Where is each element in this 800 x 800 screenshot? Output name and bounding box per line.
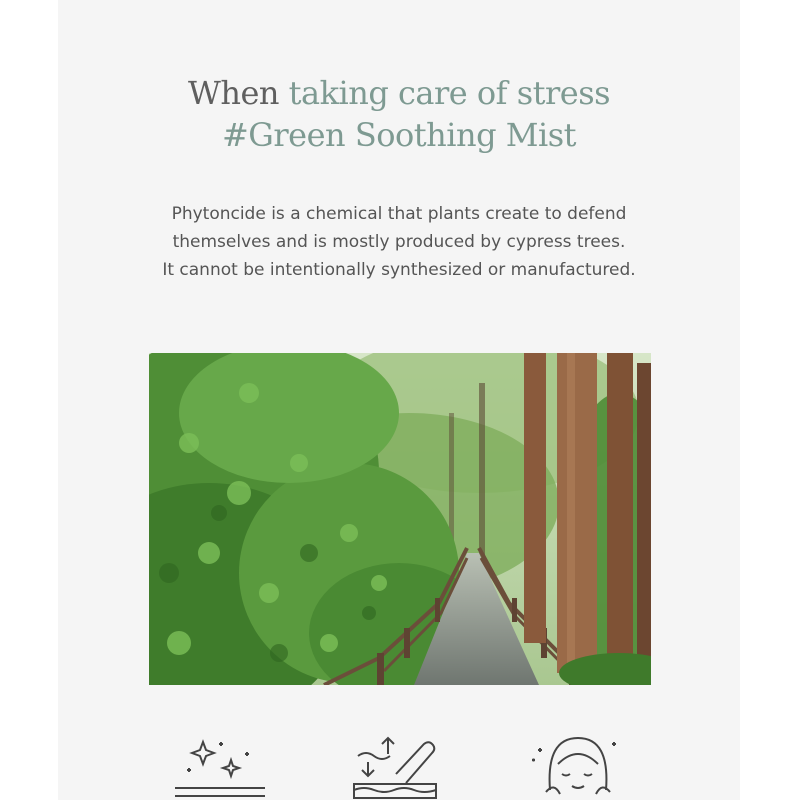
description-line-2: themselves and is mostly produced by cypress trees. — [172, 232, 626, 252]
benefit-icons — [58, 730, 740, 800]
skin-absorption-icon — [348, 730, 443, 800]
headline — [58, 72, 740, 156]
description-line-3: It cannot be intentionally synthesized or manufactured. — [162, 260, 636, 280]
description-line-1: Phytoncide is a chemical that plants create to defend — [171, 204, 627, 224]
headline-accent: taking care of stress — [288, 74, 611, 112]
soothed-face-icon — [528, 730, 623, 800]
headline-line-2: #Green Soothing Mist — [221, 116, 577, 154]
headline-prefix: When — [187, 74, 279, 112]
description — [58, 200, 740, 284]
forest-path-photo — [149, 353, 651, 685]
sparkle-skin-icon — [173, 730, 268, 800]
content-panel — [58, 0, 740, 800]
headline-line-1 — [58, 72, 740, 114]
